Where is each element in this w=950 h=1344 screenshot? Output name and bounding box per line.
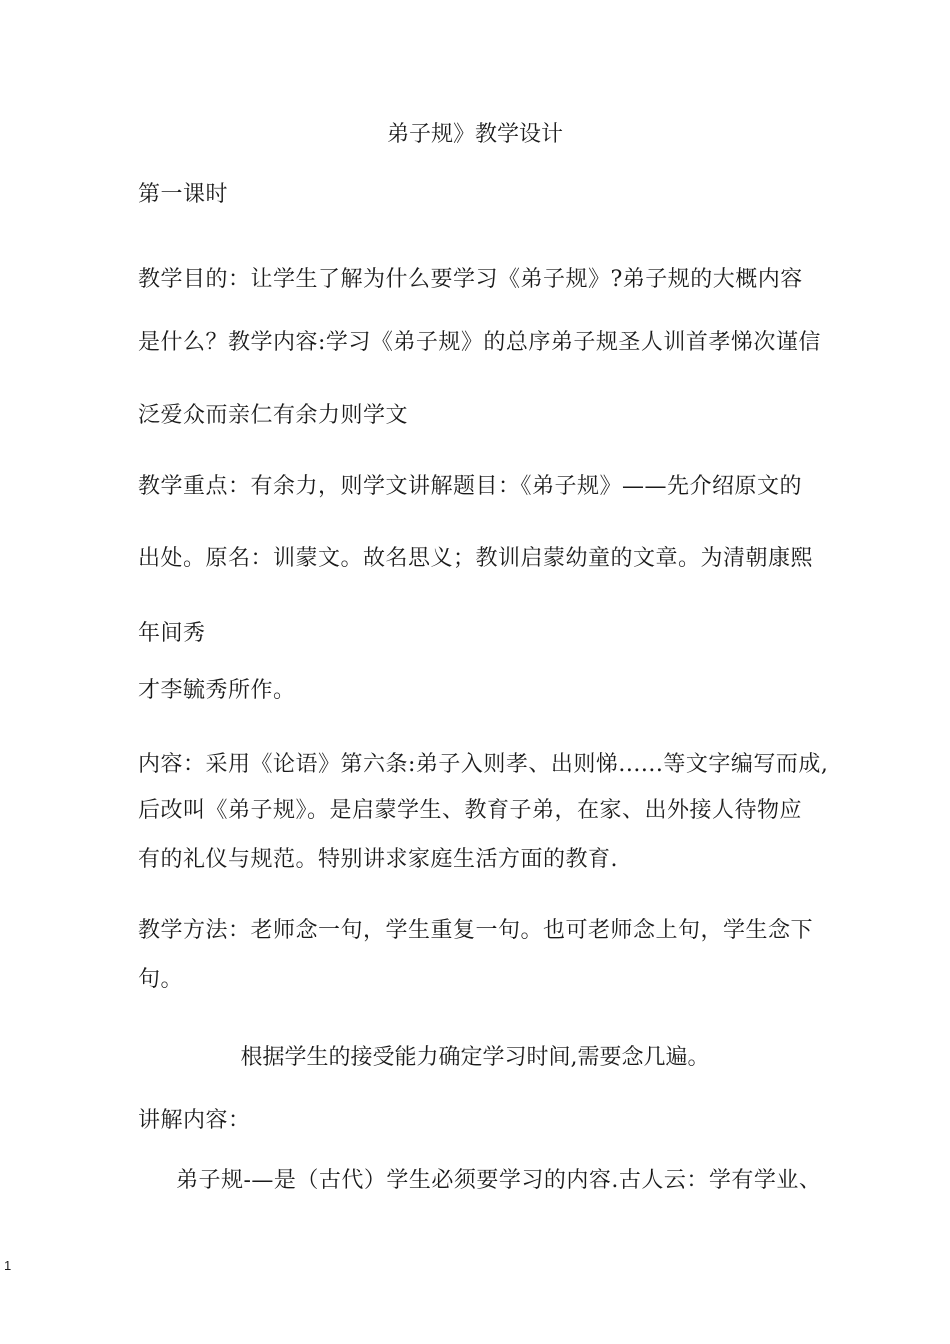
lesson-label: 第一课时 (138, 182, 229, 207)
explain-line: 弟子规-—是（古代）学生必须要学习的内容.古人云：学有学业、 (176, 1168, 822, 1193)
objective-line: 教学目的：让学生了解为什么要学习《弟子规》?弟子规的大概内容 (138, 267, 803, 292)
objective-line: 是什么？教学内容:学习《弟子规》的总序弟子规圣人训首孝悌次谨信 (138, 330, 821, 355)
objective-line: 泛爱众而亲仁有余力则学文 (138, 403, 409, 428)
content-line: 后改叫《弟子规》。是启蒙学生、教育子弟，在家、出外接人待物应 (138, 798, 803, 823)
focus-line: 教学重点：有余力，则学文讲解题目：《弟子规》——先介绍原文的 (138, 474, 803, 499)
method-line: 句。 (138, 967, 184, 992)
time-note: 根据学生的接受能力确定学习时间,需要念几遍。 (240, 1045, 710, 1070)
focus-line: 才李毓秀所作。 (138, 678, 296, 703)
explain-heading: 讲解内容： (138, 1108, 251, 1133)
content-line: 有的礼仪与规范。特别讲求家庭生活方面的教育. (138, 847, 618, 872)
document-title: 弟子规》教学设计 (386, 122, 563, 147)
page-number: 1 (4, 1258, 12, 1273)
content-line: 内容：采用《论语》第六条:弟子入则孝、出则悌......等文字编写而成, (138, 752, 829, 777)
focus-line: 年间秀 (138, 621, 206, 646)
method-line: 教学方法：老师念一句，学生重复一句。也可老师念上句，学生念下 (138, 918, 814, 943)
focus-line: 出处。原名：训蒙文。故名思义；教训启蒙幼童的文章。为清朝康熙 (138, 546, 814, 571)
